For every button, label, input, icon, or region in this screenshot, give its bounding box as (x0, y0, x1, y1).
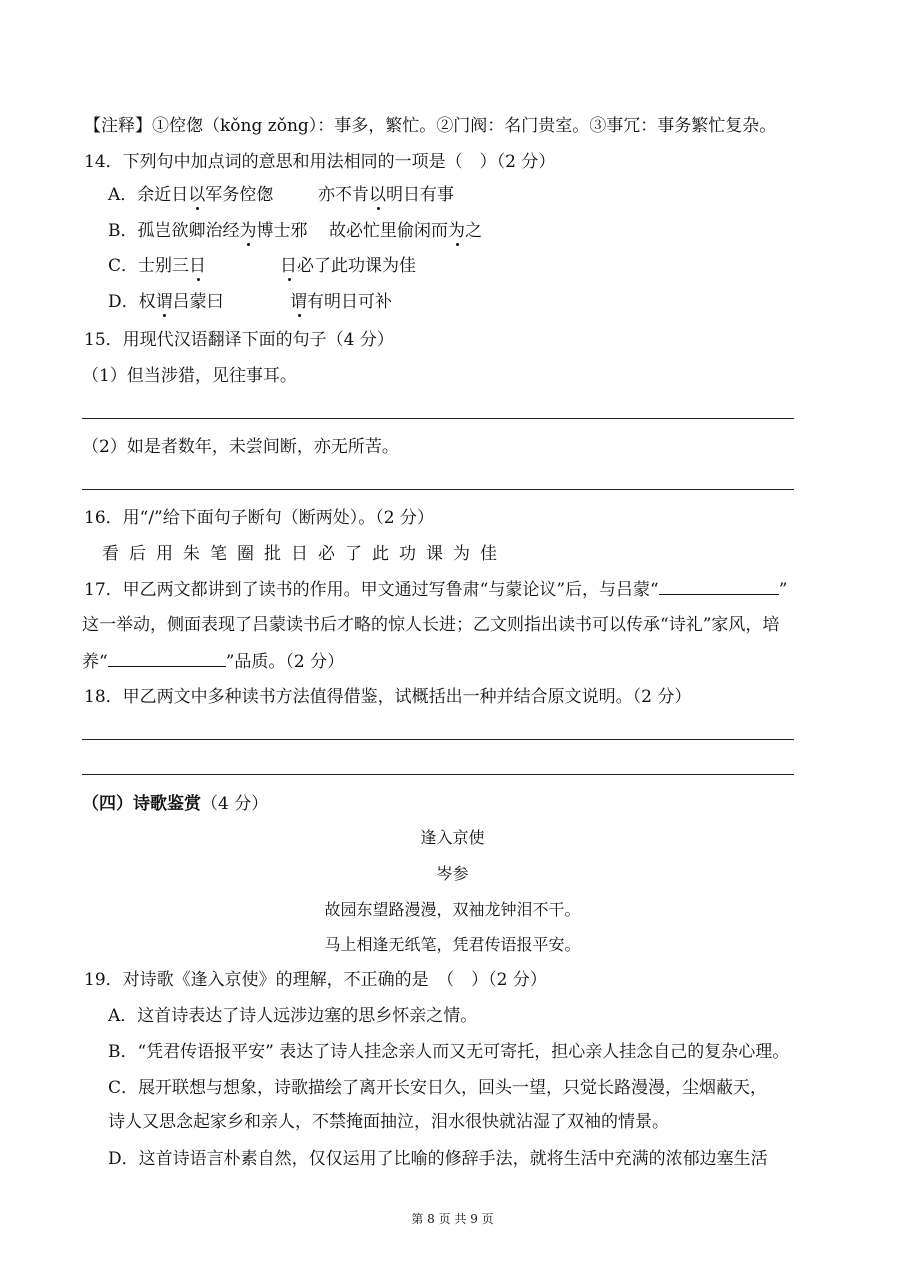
dotted-char: 日 (189, 256, 207, 276)
dotted-char: 为 (239, 221, 257, 241)
q19-option-c-line-1: C．展开联想与想象，诗歌描绘了离开长安日久，回头一望，只觉长路漫漫，尘烟蔽天， (108, 1078, 768, 1098)
q14-option-c: C．士别三日 (108, 256, 207, 276)
q17-line-3: 养“ ”品质。（2 分） (82, 652, 345, 672)
q16-sentence: 看后用朱笔圈批日必了此功课为佳 (102, 544, 507, 564)
q17-line-2: 这一举动，侧面表现了吕蒙读书后才略的惊人长进；乙文则指出读书可以传承“诗礼”家风，培 (82, 615, 780, 635)
q18-stem: 18．甲乙两文中多种读书方法值得借鉴，试概括出一种并结合原文说明。（2 分） (84, 687, 692, 707)
dotted-char: 日 (280, 256, 297, 276)
q15-sentence-1: （1）但当涉猎，见往事耳。 (82, 366, 297, 386)
poem-line-2: 马上相逢无纸笔，凭君传语报平安。 (324, 935, 581, 954)
dotted-char: 谓 (290, 292, 307, 312)
fill-blank[interactable] (659, 578, 779, 595)
poem-author: 岑参 (436, 864, 469, 883)
q14-stem: 14．下列句中加点词的意思和用法相同的一项是（ ）（2 分） (84, 152, 556, 172)
dotted-char: 以 (188, 185, 206, 205)
q16-stem: 16．用“/”给下面句子断句（断两处）。（2 分） (84, 508, 434, 528)
dotted-char: 为 (448, 221, 465, 241)
answer-line (82, 774, 794, 775)
section-heading: （四）诗歌鉴赏（4 分） (82, 794, 269, 814)
q14-option-d: D．权谓吕蒙曰 (108, 292, 224, 312)
answer-line (82, 418, 794, 419)
dotted-char: 谓 (155, 292, 173, 312)
q15-sentence-2: （2）如是者数年，未尝间断，亦无所苦。 (82, 437, 399, 457)
q19-option-b: B．“凭君传语报平安” 表达了诗人挂念亲人而又无可寄托，担心亲人挂念自己的复杂心理。 (108, 1042, 790, 1062)
answer-line (82, 489, 794, 490)
answer-line (82, 739, 794, 740)
q17-line-1: 17．甲乙两文都讲到了读书的作用。甲文通过写鲁肃“与蒙论议”后，与吕蒙“ ” (84, 580, 788, 600)
q19-stem: 19．对诗歌《逢入京使》的理解，不正确的是 （ ）（2 分） (84, 970, 547, 990)
q19-option-a: A．这首诗表达了诗人远涉边塞的思乡怀亲之情。 (108, 1006, 478, 1026)
poem-title: 逢入京使 (420, 828, 485, 847)
q14-option-b-second: 故必忙里偷闲而为之 (329, 221, 482, 241)
dotted-char: 以 (369, 185, 386, 205)
q14-option-d-second: 谓有明日可补 (290, 292, 392, 312)
poem-line-1: 故园东望路漫漫，双袖龙钟泪不干。 (324, 900, 581, 919)
fill-blank[interactable] (108, 650, 226, 667)
q14-option-a: A．余近日以军务倥偬 (108, 185, 274, 205)
q14-option-a-second: 亦不肯以明日有事 (318, 185, 454, 205)
q15-stem: 15．用现代汉语翻译下面的句子（4 分） (84, 330, 394, 350)
q19-option-c-line-2: 诗人又思念起家乡和亲人，不禁掩面抽泣，泪水很快就沾湿了双袖的情景。 (108, 1112, 669, 1132)
q19-option-d: D．这首诗语言朴素自然，仅仅运用了比喻的修辞手法，就将生活中充满的浓郁边塞生活 (108, 1149, 768, 1169)
q14-option-c-second: 日必了此功课为佳 (280, 256, 416, 276)
q14-option-b: B．孤岂欲卿治经为博士邪 (108, 221, 308, 241)
page-number-footer: 第 8 页 共 9 页 (411, 1212, 494, 1226)
annotation-note: 【注释】①倥偬（kǒng zǒng）：事多，繁忙。②门阀：名门贵室。③事冗：事务繁忙复杂。 (84, 116, 777, 136)
